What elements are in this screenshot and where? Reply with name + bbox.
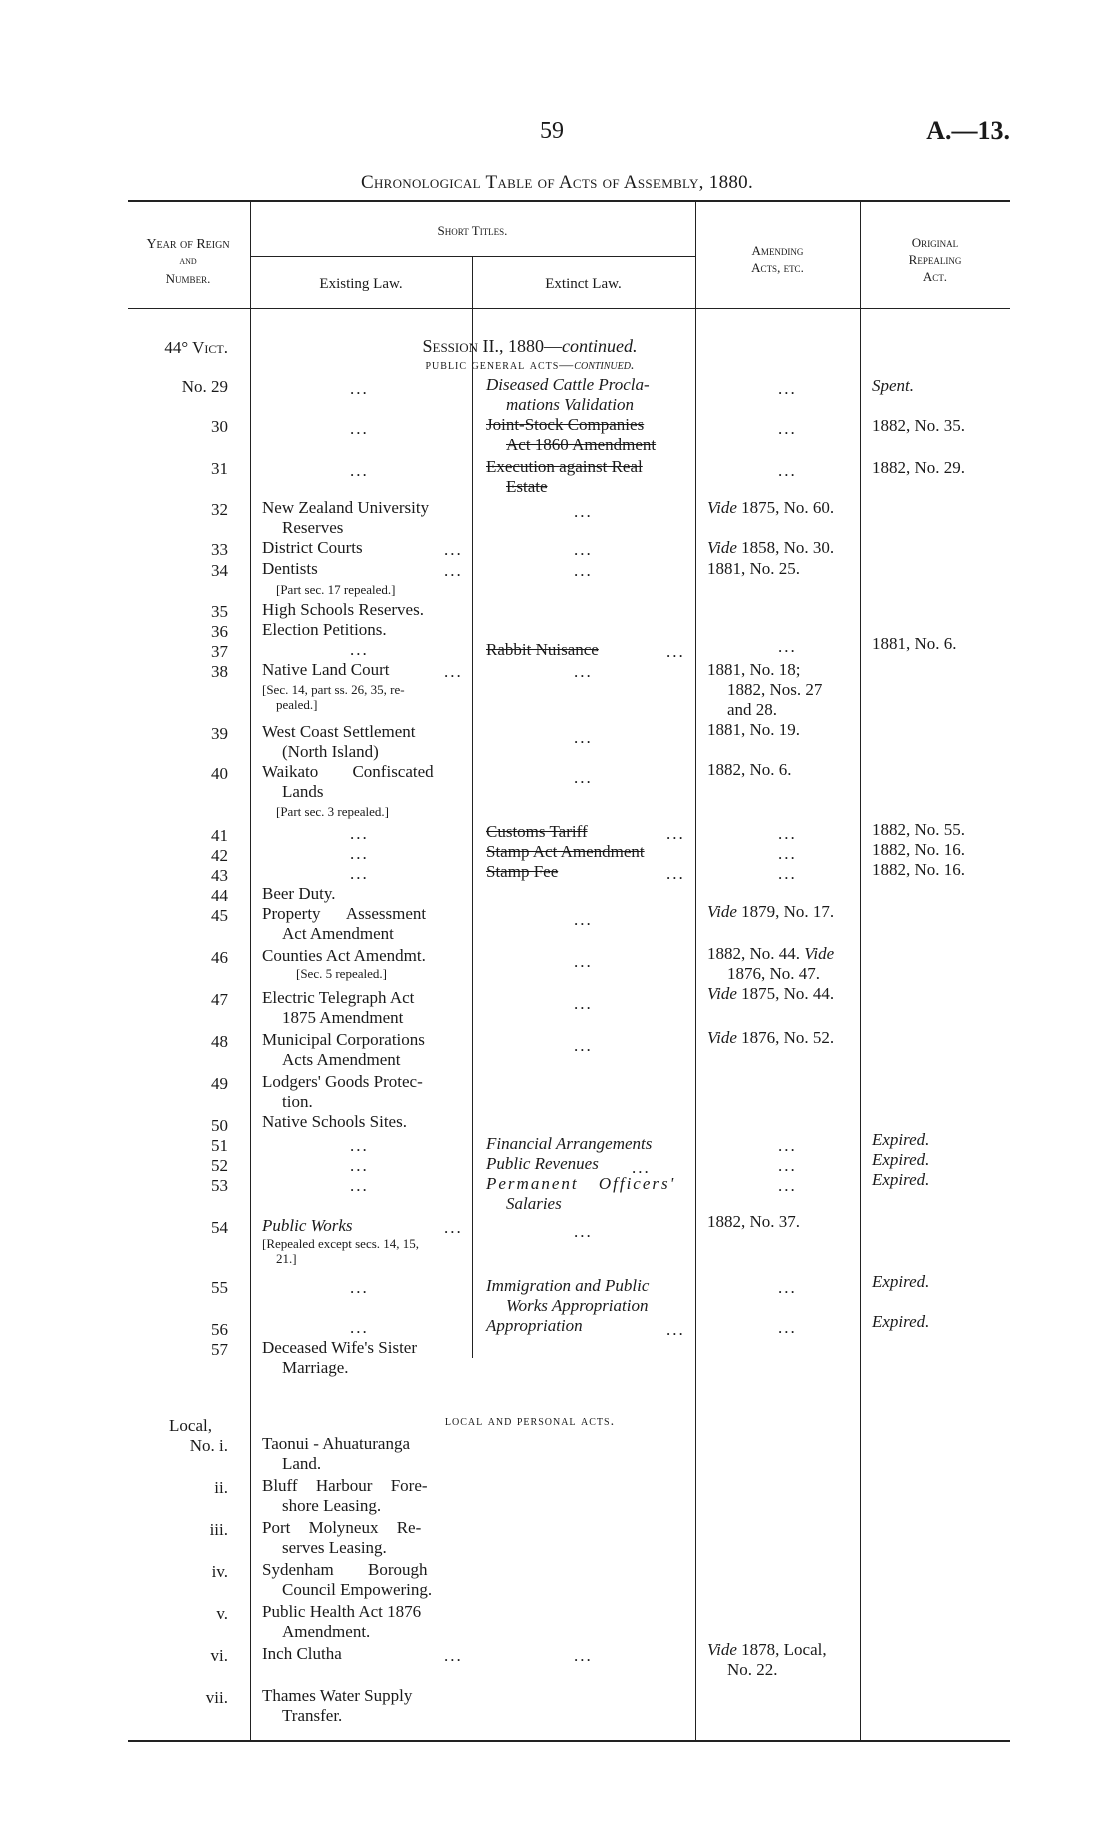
header-repealing-line3: Act. — [922, 269, 948, 284]
extinct-law: Customs Tariff — [486, 822, 588, 841]
extinct-law-line1: Execution against Real — [486, 457, 643, 476]
extinct-law — [486, 457, 643, 497]
existing-law: ... — [350, 640, 369, 659]
header-year-line1: Year of Reign — [146, 237, 230, 252]
extinct-law — [486, 1276, 649, 1316]
row-number: v. — [216, 1604, 228, 1623]
existing-law-line1: New Zealand University — [262, 498, 430, 517]
header-year — [128, 236, 248, 287]
amending-line1: 1882, No. 44. — [707, 944, 801, 963]
row-number: 39 — [211, 724, 228, 743]
session-sub-text: public general acts— — [425, 358, 575, 373]
existing-law-line2: Acts Amendment — [282, 1050, 401, 1069]
repealing-act: 1882, No. 29. — [872, 458, 966, 477]
amending-acts: ... — [778, 1278, 797, 1297]
existing-dots: ... — [444, 540, 463, 559]
existing-law-line2: 1875 Amendment — [282, 1008, 404, 1027]
existing-law-line1: Deceased Wife's Sister — [262, 1338, 418, 1357]
row-number: 42 — [211, 846, 228, 865]
existing-law: ... — [350, 1176, 369, 1195]
repealing-act: 1882, No. 55. — [872, 820, 966, 839]
amending-line2: No. 22. — [727, 1660, 778, 1679]
row-number: 51 — [211, 1136, 228, 1155]
extinct-law-line1: Immigration and Public — [486, 1276, 650, 1295]
extinct-law-line1: Diseased Cattle Procla- — [486, 375, 650, 394]
extinct-law — [486, 415, 656, 455]
extinct-law: ... — [574, 994, 593, 1013]
header-year-line2: and — [179, 255, 197, 267]
existing-law: Inch Clutha — [262, 1644, 342, 1663]
extinct-law: Financial Arrangements — [486, 1134, 653, 1153]
repealing-act: Expired. — [872, 1150, 930, 1169]
existing-law — [262, 1686, 412, 1726]
existing-law — [262, 1030, 425, 1070]
row-number: 40 — [211, 764, 228, 783]
amending-vide: Vide — [707, 498, 737, 517]
header-repealing-line1: Original — [911, 235, 959, 250]
header-amending-line1: Amending — [751, 243, 804, 258]
amending-vide: Vide — [804, 944, 835, 963]
existing-law-line1: Port Molyneux Re- — [262, 1518, 422, 1537]
row-number: iv. — [211, 1562, 228, 1581]
existing-law: ... — [350, 864, 369, 883]
existing-law-line2: serves Leasing. — [282, 1538, 387, 1557]
extinct-law: ... — [574, 1036, 593, 1055]
amending-vide: Vide — [707, 984, 737, 1003]
session-subheading — [250, 357, 810, 375]
amending-line1: 1878, Local, — [741, 1640, 827, 1659]
paper-reference: A.—13. — [926, 116, 1010, 145]
existing-law-line1: Municipal Corporations — [262, 1030, 425, 1049]
existing-law — [262, 498, 429, 538]
page-title: Chronological Table of Acts of Assembly, 1880. — [360, 172, 754, 193]
repeal-note: [Part sec. 17 repealed.] — [276, 582, 396, 597]
existing-law-line2: Lands — [282, 782, 324, 801]
extinct-law: Public Revenues — [486, 1154, 599, 1173]
existing-law-line1: Lodgers' Goods Protec- — [262, 1072, 423, 1091]
existing-law-line1: Property Assessment — [262, 904, 427, 923]
row-number: No. 29 — [181, 377, 228, 396]
extinct-law: ... — [574, 1646, 593, 1665]
col-divider-extinct — [695, 202, 696, 1740]
repeal-note: [Part sec. 3 repealed.] — [276, 804, 389, 819]
col-divider-existing — [472, 256, 473, 1358]
existing-law — [262, 1434, 410, 1474]
repeal-note — [262, 682, 405, 712]
amending-acts: 1882, No. 6. — [707, 760, 792, 779]
row-number: 38 — [211, 662, 228, 681]
header-existing-law: Existing Law. — [319, 276, 403, 292]
amending-acts — [707, 660, 822, 720]
existing-law-line2: Act Amendment — [282, 924, 394, 943]
extinct-law — [486, 1174, 675, 1214]
row-number: 35 — [211, 602, 228, 621]
row-number: 54 — [211, 1218, 228, 1237]
existing-law-line2: Transfer. — [282, 1706, 343, 1725]
amending-ref: 1858, No. 30. — [741, 538, 835, 557]
amending-line2: 1882, Nos. 27 — [727, 680, 823, 699]
existing-dots: ... — [444, 561, 463, 580]
row-number: No. i. — [189, 1436, 228, 1455]
amending-acts — [707, 498, 834, 518]
local-acts-heading: local and personal acts. — [444, 1414, 616, 1429]
extinct-law-line2: Estate — [506, 477, 548, 496]
existing-law: ... — [350, 1318, 369, 1337]
extinct-dots: ... — [666, 1320, 685, 1339]
row-number: 32 — [211, 500, 228, 519]
session-title-italic: continued. — [562, 336, 638, 356]
row-number: 41 — [211, 826, 228, 845]
existing-law: ... — [350, 1136, 369, 1155]
amending-acts: ... — [778, 379, 797, 398]
repeal-note-line2: 21.] — [276, 1251, 297, 1266]
existing-law-line2: shore Leasing. — [282, 1496, 382, 1515]
extinct-dots: ... — [666, 824, 685, 843]
extinct-law: Rabbit Nuisance — [486, 640, 599, 659]
repealing-act: Expired. — [872, 1312, 930, 1331]
row-number: 50 — [211, 1116, 228, 1135]
amending-acts — [707, 1028, 834, 1048]
row-number: 37 — [211, 642, 228, 661]
existing-law — [262, 904, 426, 944]
repeal-note — [262, 1236, 419, 1266]
existing-law — [262, 1518, 421, 1558]
amending-acts: ... — [778, 864, 797, 883]
amending-acts — [707, 538, 834, 558]
extinct-law-line2: Works Appropriation — [506, 1296, 649, 1315]
amending-acts: ... — [778, 1318, 797, 1337]
repealing-act: 1882, No. 35. — [872, 416, 966, 435]
existing-law — [262, 722, 416, 762]
header-repealing-line2: Repealing — [908, 252, 962, 267]
row-number: 30 — [211, 417, 228, 436]
row-number: 44 — [211, 886, 228, 905]
row-number: iii. — [209, 1520, 228, 1539]
repeal-note: [Sec. 5 repealed.] — [296, 966, 387, 981]
amending-acts: ... — [778, 419, 797, 438]
row-number: ii. — [214, 1478, 228, 1497]
header-bottom-rule — [128, 308, 1010, 309]
row-number: 53 — [211, 1176, 228, 1195]
row-number: vii. — [205, 1688, 228, 1707]
row-number: 46 — [211, 948, 228, 967]
row-number: 52 — [211, 1156, 228, 1175]
existing-law: Public Works — [262, 1216, 353, 1235]
row-number: 36 — [211, 622, 228, 641]
repealing-act: Expired. — [872, 1170, 930, 1189]
header-repealing — [860, 234, 1010, 285]
col-divider-year — [250, 202, 251, 1740]
extinct-law — [486, 375, 650, 415]
amending-ref: 1875, No. 60. — [741, 498, 835, 517]
existing-law-line1: Waikato Confiscated — [262, 762, 434, 781]
amending-acts: 1882, No. 37. — [707, 1212, 801, 1231]
existing-law-line2: Amendment. — [282, 1622, 371, 1641]
amending-acts — [707, 902, 834, 922]
amending-acts: ... — [778, 824, 797, 843]
existing-law — [262, 1338, 417, 1378]
extinct-law: ... — [574, 910, 593, 929]
repealing-act: Spent. — [872, 376, 915, 395]
row-number: vi. — [210, 1646, 228, 1665]
table-top-rule — [128, 200, 1010, 202]
existing-law: District Courts — [262, 538, 363, 557]
row-number: 43 — [211, 866, 228, 885]
page-number: 59 — [540, 118, 564, 144]
extinct-law: ... — [574, 768, 593, 787]
repeal-note-line1: [Repealed except secs. 14, 15, — [262, 1236, 420, 1251]
existing-law: ... — [350, 844, 369, 863]
row-number: 55 — [211, 1278, 228, 1297]
existing-law-line2: (North Island) — [282, 742, 379, 761]
existing-law-line1: West Coast Settlement — [262, 722, 416, 741]
existing-law: ... — [350, 1278, 369, 1297]
existing-law: ... — [350, 1156, 369, 1175]
amending-ref: 1876, No. 52. — [741, 1028, 835, 1047]
session-title-text: Session II., 1880— — [422, 336, 563, 356]
amending-acts: ... — [778, 1176, 797, 1195]
existing-law-line2: Land. — [282, 1454, 322, 1473]
existing-law-line2: Council Empowering. — [282, 1580, 433, 1599]
row-number: 56 — [211, 1320, 228, 1339]
amending-acts: 1881, No. 19. — [707, 720, 801, 739]
extinct-law-line2: Act 1860 Amendment — [506, 435, 657, 454]
existing-law-line1: Taonui - Ahuaturanga — [262, 1434, 410, 1453]
row-number: 47 — [211, 990, 228, 1009]
row-number: 34 — [211, 561, 228, 580]
extinct-law: Stamp Act Amendment — [486, 842, 645, 861]
existing-law — [262, 988, 414, 1028]
header-extinct-law: Extinct Law. — [545, 276, 622, 292]
existing-law — [262, 1072, 423, 1112]
amending-ref: 1875, No. 44. — [741, 984, 835, 1003]
extinct-dots: ... — [632, 1158, 651, 1177]
row-number: 49 — [211, 1074, 228, 1093]
existing-law — [262, 1476, 428, 1516]
row-number: 31 — [211, 459, 228, 478]
amending-ref: 1879, No. 17. — [741, 902, 835, 921]
amending-acts — [707, 944, 834, 984]
existing-law: Counties Act Amendmt. — [262, 946, 426, 965]
amending-acts: ... — [778, 844, 797, 863]
extinct-law-line1: Permanent Officers' — [486, 1174, 676, 1193]
existing-dots: ... — [444, 1646, 463, 1665]
amending-vide: Vide — [707, 1640, 737, 1659]
extinct-law: ... — [574, 502, 593, 521]
local-label: Local, — [169, 1416, 212, 1435]
existing-law: Election Petitions. — [262, 620, 387, 639]
existing-law-line2: tion. — [282, 1092, 313, 1111]
header-amending — [695, 242, 860, 276]
existing-law: Native Land Court — [262, 660, 390, 679]
extinct-law: ... — [574, 662, 593, 681]
extinct-law: ... — [574, 1222, 593, 1241]
existing-law: Dentists — [262, 559, 318, 578]
existing-law-line1: Electric Telegraph Act — [262, 988, 415, 1007]
row-number: 48 — [211, 1032, 228, 1051]
row-number: 45 — [211, 906, 228, 925]
amending-vide: Vide — [707, 902, 737, 921]
extinct-law-line1: Joint-Stock Companies — [486, 415, 645, 434]
existing-law — [262, 1602, 421, 1642]
existing-law: ... — [350, 419, 369, 438]
existing-law: ... — [350, 824, 369, 843]
repeal-note-line1: [Sec. 14, part ss. 26, 35, re- — [262, 682, 405, 697]
repealing-act: 1882, No. 16. — [872, 840, 966, 859]
amending-acts: ... — [778, 461, 797, 480]
existing-law-line1: Public Health Act 1876 — [262, 1602, 422, 1621]
col-divider-amending — [860, 202, 861, 1740]
existing-law-line1: Thames Water Supply — [262, 1686, 413, 1705]
amending-line3: and 28. — [727, 700, 778, 719]
repealing-act: 1881, No. 6. — [872, 634, 957, 653]
existing-law — [262, 1560, 432, 1600]
repealing-act: Expired. — [872, 1272, 930, 1291]
existing-law-line2: Reserves — [282, 518, 344, 537]
row-number: 33 — [211, 540, 228, 559]
amending-acts: ... — [778, 637, 797, 656]
extinct-law: ... — [574, 540, 593, 559]
existing-law: High Schools Reserves. — [262, 600, 424, 619]
extinct-law: ... — [574, 728, 593, 747]
existing-dots: ... — [444, 1218, 463, 1237]
existing-law: Native Schools Sites. — [262, 1112, 407, 1131]
header-amending-line2: Acts, etc. — [751, 260, 804, 275]
amending-line1: 1881, No. 18; — [707, 660, 801, 679]
extinct-law: Stamp Fee — [486, 862, 559, 881]
extinct-law: ... — [574, 561, 593, 580]
existing-law-line2: Marriage. — [282, 1358, 349, 1377]
header-year-line3: Number. — [165, 271, 211, 286]
existing-law — [262, 762, 434, 802]
extinct-law-line2: mations Validation — [506, 395, 634, 414]
existing-law-line1: Bluff Harbour Fore- — [262, 1476, 428, 1495]
session-title — [250, 336, 810, 356]
table-bottom-rule — [128, 1740, 1010, 1742]
extinct-law-line2: Salaries — [506, 1194, 562, 1213]
existing-law: ... — [350, 461, 369, 480]
extinct-law: ... — [574, 952, 593, 971]
amending-line2: 1876, No. 47. — [727, 964, 821, 983]
existing-dots: ... — [444, 662, 463, 681]
amending-vide: Vide — [707, 1028, 737, 1047]
amending-acts — [707, 1640, 827, 1680]
amending-acts — [707, 984, 834, 1004]
existing-law-line1: Sydenham Borough — [262, 1560, 428, 1579]
amending-acts: 1881, No. 25. — [707, 559, 801, 578]
amending-acts: ... — [778, 1136, 797, 1155]
repealing-act: 1882, No. 16. — [872, 860, 966, 879]
existing-law: Beer Duty. — [262, 884, 336, 903]
repeal-note-line2: pealed.] — [276, 697, 318, 712]
amending-vide: Vide — [707, 538, 737, 557]
repealing-act: Expired. — [872, 1130, 930, 1149]
row-number: 57 — [211, 1340, 228, 1359]
extinct-dots: ... — [666, 642, 685, 661]
amending-acts: ... — [778, 1156, 797, 1175]
existing-law: ... — [350, 379, 369, 398]
extinct-dots: ... — [666, 864, 685, 883]
reign-label: 44° Vict. — [164, 338, 228, 357]
session-sub-italic: continued. — [574, 358, 635, 373]
header-short-titles: Short Titles. — [437, 223, 508, 238]
extinct-law: Appropriation — [486, 1316, 583, 1335]
